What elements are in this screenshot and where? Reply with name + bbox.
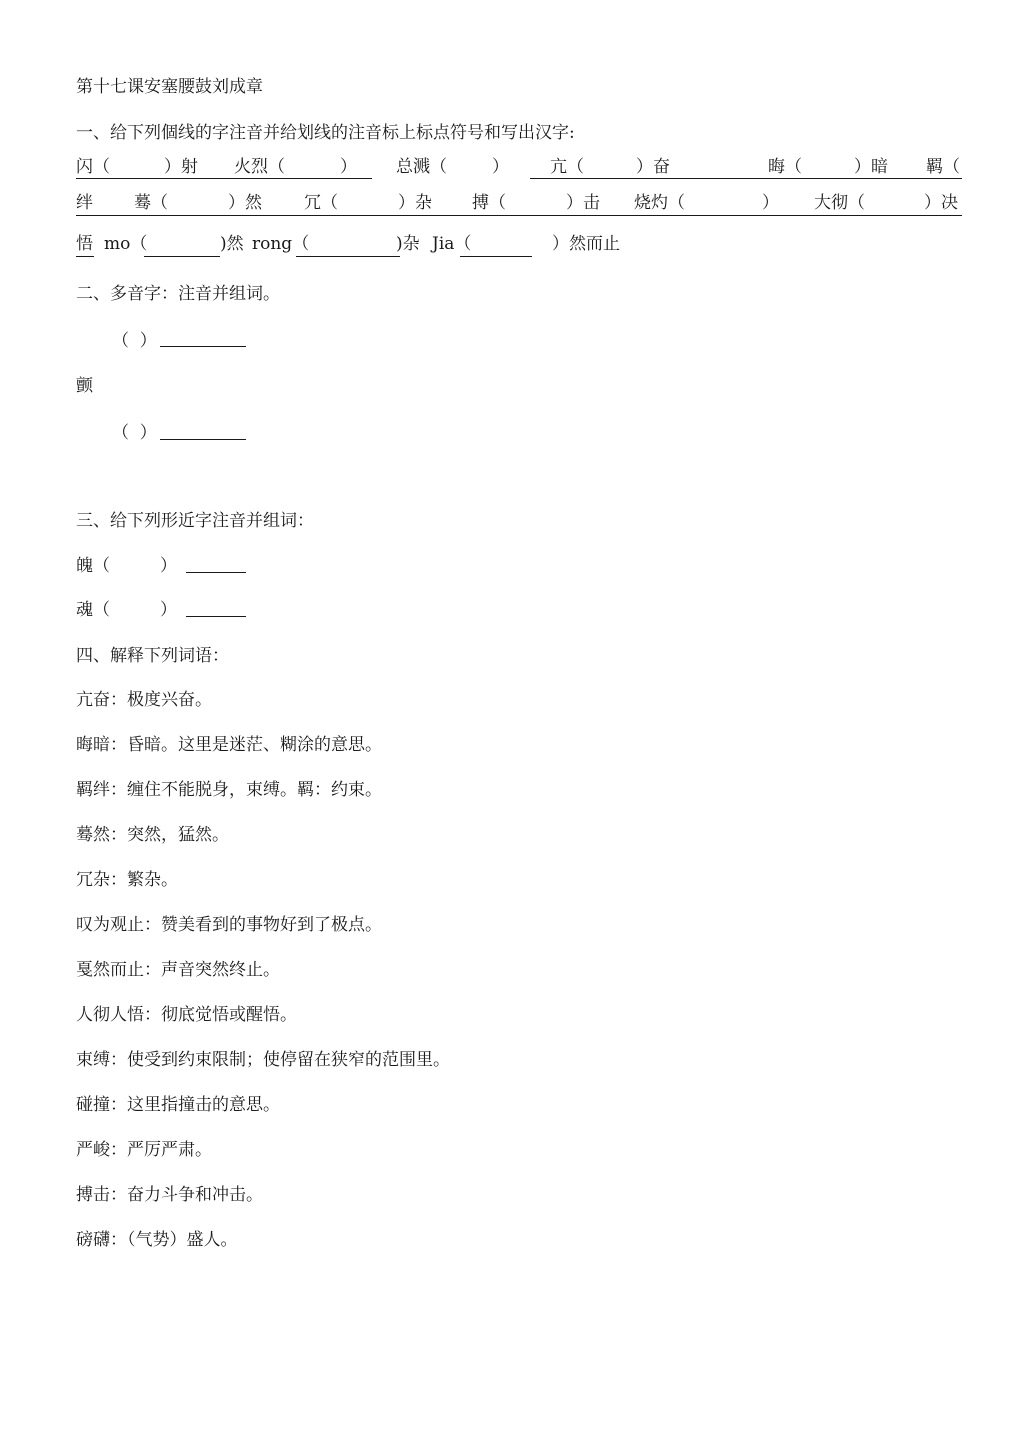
- row1-item: ）射: [164, 157, 198, 177]
- row2-item: 搏（: [472, 193, 506, 213]
- similar-char: 魂（: [76, 600, 110, 620]
- row3-item: )然: [220, 234, 244, 254]
- row3-item: )杂: [396, 234, 420, 254]
- row2-item: 烧灼（: [634, 193, 685, 213]
- underline: [76, 256, 94, 257]
- row1-item: ）: [340, 157, 357, 177]
- word-blank: [186, 616, 246, 617]
- similar-char: 魄（: [76, 556, 110, 576]
- definition-item: 蓦然：突然，猛然。: [76, 825, 229, 845]
- pinyin-paren: （ ）: [112, 331, 157, 351]
- definition-item: 碰撞：这里指撞击的意思。: [76, 1095, 280, 1115]
- row1-item: 火烈（: [234, 157, 285, 177]
- underline: [530, 178, 962, 179]
- underline: [76, 178, 372, 179]
- page-title: 第十七课安塞腰鼓刘成章: [76, 77, 263, 97]
- paren-close: ）: [160, 556, 177, 576]
- row1-item: ）暗: [854, 157, 888, 177]
- definition-item: 羁绊：缠住不能脱身，束缚。羁：约束。: [76, 780, 382, 800]
- paren-close: ）: [160, 600, 177, 620]
- word-blank: [160, 346, 246, 347]
- definition-item: 叹为观止：赞美看到的事物好到了极点。: [76, 915, 382, 935]
- word-blank: [160, 439, 246, 440]
- polyphonic-char: 颤: [76, 376, 93, 396]
- definition-item: 搏击：奋力斗争和冲击。: [76, 1185, 263, 1205]
- row1-item: 羁（: [926, 157, 960, 177]
- underline: [76, 215, 962, 216]
- row2-item: ）杂: [398, 193, 432, 213]
- underline: [144, 256, 220, 257]
- definition-item: 亢奋：极度兴奋。: [76, 690, 212, 710]
- section2-heading: 二、多音字：注音并组词。: [76, 284, 280, 304]
- row3-item: mo（: [104, 234, 148, 254]
- definition-item: 晦暗：昏暗。这里是迷茫、糊涂的意思。: [76, 735, 382, 755]
- row2-item: ）: [762, 193, 779, 213]
- row2-item: ）击: [566, 193, 600, 213]
- underline: [296, 256, 400, 257]
- section1-row2: [76, 192, 964, 216]
- definition-item: 磅礴：（气势）盛人。: [76, 1230, 238, 1250]
- row2-item: 蓦（: [134, 193, 168, 213]
- row3-item: rong（: [252, 234, 310, 254]
- definition-item: 人彻人悟：彻底觉悟或醒悟。: [76, 1005, 297, 1025]
- row1-item: 晦（: [768, 157, 802, 177]
- section4-heading: 四、解释下列词语：: [76, 646, 229, 666]
- row2-item: ）然: [228, 193, 262, 213]
- definition-item: 严峻：严厉严肃。: [76, 1140, 212, 1160]
- section3-heading: 三、给下列形近字注音并组词：: [76, 511, 314, 531]
- row2-item: 绊: [76, 193, 93, 213]
- definition-item: 冗杂：繁杂。: [76, 870, 178, 890]
- row2-item: ）决: [924, 193, 958, 213]
- row1-item: 闪（: [76, 157, 110, 177]
- row1-item: 亢（: [550, 157, 584, 177]
- section1-row3: [76, 233, 964, 257]
- row1-item: 总溅（: [396, 157, 447, 177]
- row3-item: ）然而止: [552, 234, 620, 254]
- pinyin-paren: （ ）: [112, 423, 157, 443]
- underline: [460, 256, 532, 257]
- section1-row1: [76, 156, 964, 180]
- row3-item: 悟: [76, 234, 93, 254]
- row2-item: 冗（: [304, 193, 338, 213]
- section1-heading: 一、给下列個线的字注音并给划线的注音标上标点符号和写出汉字:: [76, 123, 575, 143]
- row1-item: ）: [492, 157, 509, 177]
- definition-item: 戛然而止：声音突然终止。: [76, 960, 280, 980]
- word-blank: [186, 572, 246, 573]
- row3-item: Jia（: [432, 234, 472, 254]
- definition-item: 束缚：使受到约束限制；使停留在狭窄的范围里。: [76, 1050, 450, 1070]
- row1-item: ）奋: [636, 157, 670, 177]
- row2-item: 大彻（: [814, 193, 865, 213]
